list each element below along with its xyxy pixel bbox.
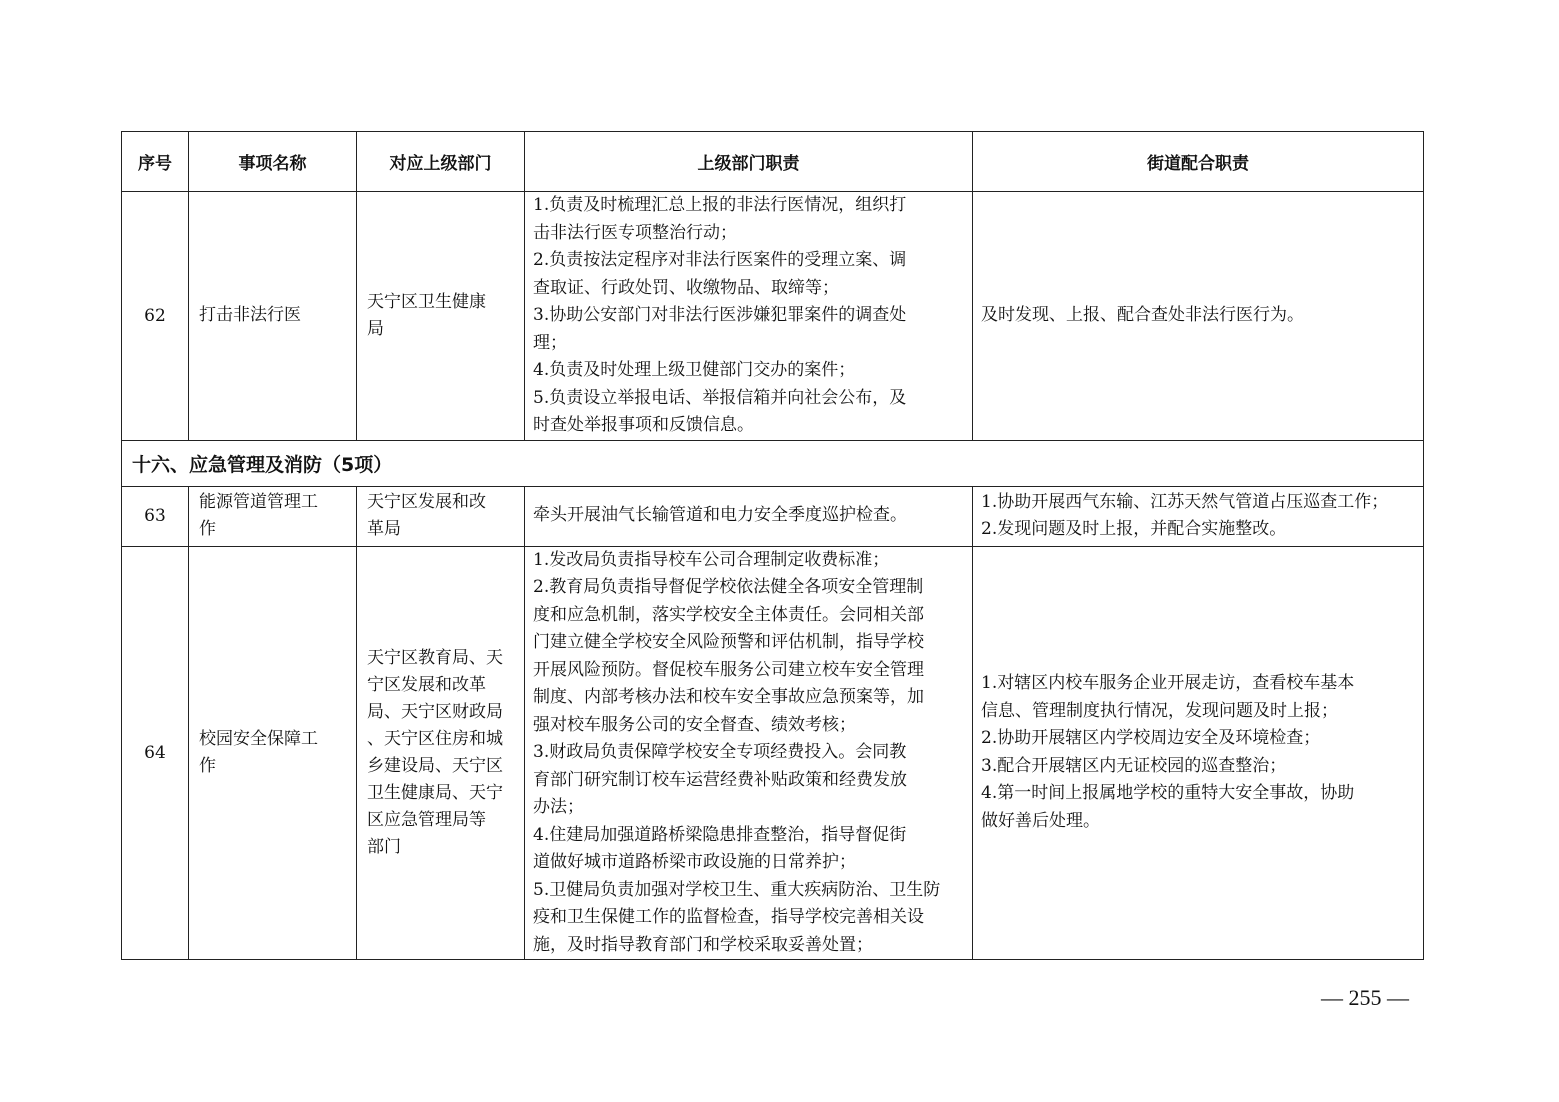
coop-line: 2.协助开展辖区内学校周边安全及环境检查； — [981, 728, 1321, 749]
item-name-cell — [189, 546, 357, 960]
dept-line: 卫生健康局、天宁 — [367, 782, 503, 803]
item-name-line: 作 — [199, 755, 216, 776]
coop-line: 4.第一时间上报属地学校的重特大安全事故，协助 — [981, 783, 1355, 804]
duty-line: 4.负责及时处理上级卫健部门交办的案件； — [533, 360, 856, 380]
street-coop-cell — [973, 546, 1424, 960]
duty-line: 查取证、行政处罚、收缴物品、取缔等； — [533, 277, 839, 298]
row-no: 63 — [122, 486, 189, 546]
item-name-line: 作 — [199, 519, 216, 539]
superior-dept-cell — [357, 192, 525, 441]
superior-duty-cell — [525, 546, 973, 960]
header-street-coop: 街道配合职责 — [973, 132, 1424, 192]
coop-line: 及时发现、上报、配合查处非法行医行为。 — [981, 305, 1304, 325]
dept-line: 局、天宁区财政局 — [367, 701, 503, 722]
coop-line: 1.协助开展西气东输、江苏天然气管道占压巡查工作； — [981, 491, 1389, 512]
table-row — [122, 546, 1424, 960]
coop-line: 做好善后处理。 — [981, 810, 1100, 831]
duty-line: 疫和卫生保健工作的监督检查，指导学校完善相关设 — [533, 907, 924, 927]
duty-line: 4.住建局加强道路桥梁隐患排查整治，指导督促街 — [533, 824, 907, 845]
duty-line: 5.卫健局负责加强对学校卫生、重大疾病防治、卫生防 — [533, 879, 941, 900]
superior-duty-cell — [525, 486, 973, 546]
coop-line: 3.配合开展辖区内无证校园的巡查整治； — [981, 755, 1287, 776]
table-row — [122, 192, 1424, 441]
superior-duty-cell — [525, 192, 973, 441]
table-header-row — [122, 132, 1424, 192]
dept-line: 天宁区发展和改 — [367, 492, 486, 512]
dept-line: 、天宁区住房和城 — [367, 728, 503, 749]
duty-line: 2.负责按法定程序对非法行医案件的受理立案、调 — [533, 250, 907, 270]
coop-line: 信息、管理制度执行情况，发现问题及时上报； — [981, 700, 1338, 721]
section-row — [122, 440, 1424, 486]
dept-line: 乡建设局、天宁区 — [367, 755, 503, 776]
duty-line: 门建立健全学校安全风险预警和评估机制，指导学校 — [533, 632, 924, 652]
section-title: 十六、应急管理及消防（5项） — [122, 440, 1424, 486]
street-coop-cell — [973, 192, 1424, 441]
page-number: — 255 — — [1321, 985, 1409, 1010]
duty-line: 办法； — [533, 797, 584, 817]
duty-line: 制度、内部考核办法和校车安全事故应急预案等，加 — [533, 687, 924, 707]
header-item-name: 事项名称 — [189, 132, 357, 192]
duty-line: 道做好城市道路桥梁市政设施的日常养护； — [533, 852, 856, 872]
row-no: 62 — [122, 192, 189, 441]
dept-line: 区应急管理局等 — [367, 809, 486, 830]
duty-line: 施，及时指导教育部门和学校采取妥善处置； — [533, 934, 873, 955]
header-superior-duty: 上级部门职责 — [525, 132, 973, 192]
duty-line: 击非法行医专项整治行动； — [533, 222, 737, 243]
dept-line: 部门 — [367, 836, 401, 857]
dept-line: 天宁区教育局、天 — [367, 647, 503, 668]
item-name-line: 校园安全保障工 — [199, 728, 318, 749]
item-name-cell — [189, 486, 357, 546]
duty-line: 理； — [533, 332, 567, 353]
item-name-line: 打击非法行医 — [199, 305, 301, 326]
dept-line: 宁区发展和改革 — [367, 674, 486, 695]
duty-line: 强对校车服务公司的安全督查、绩效考核； — [533, 714, 856, 735]
duty-line: 1.负责及时梳理汇总上报的非法行医情况，组织打 — [533, 195, 907, 215]
duty-line: 1.发改局负责指导校车公司合理制定收费标准； — [533, 549, 890, 570]
coop-line: 1.对辖区内校车服务企业开展走访，查看校车基本 — [981, 673, 1355, 694]
duties-table — [121, 131, 1424, 960]
duty-line: 牵头开展油气长输管道和电力安全季度巡护检查。 — [533, 505, 907, 526]
dept-line: 局 — [367, 318, 384, 339]
street-coop-cell — [973, 486, 1424, 546]
superior-dept-cell — [357, 546, 525, 960]
duty-line: 3.协助公安部门对非法行医涉嫌犯罪案件的调查处 — [533, 305, 907, 325]
duty-line: 5.负责设立举报电话、举报信箱并向社会公布，及 — [533, 387, 907, 408]
dept-line: 革局 — [367, 519, 401, 539]
row-no: 64 — [122, 546, 189, 960]
duty-line: 3.财政局负责保障学校安全专项经费投入。会同教 — [533, 742, 907, 762]
duty-line: 2.教育局负责指导督促学校依法健全各项安全管理制 — [533, 577, 924, 597]
dept-line: 天宁区卫生健康 — [367, 291, 486, 312]
duty-line: 开展风险预防。督促校车服务公司建立校车安全管理 — [533, 659, 924, 680]
superior-dept-cell — [357, 486, 525, 546]
item-name-line: 能源管道管理工 — [199, 492, 318, 512]
duty-line: 育部门研究制订校车运营经费补贴政策和经费发放 — [533, 769, 907, 790]
table-row — [122, 486, 1424, 546]
header-superior-dept: 对应上级部门 — [357, 132, 525, 192]
coop-line: 2.发现问题及时上报，并配合实施整改。 — [981, 519, 1287, 539]
duty-line: 时查处举报事项和反馈信息。 — [533, 415, 754, 435]
header-no: 序号 — [122, 132, 189, 192]
item-name-cell — [189, 192, 357, 441]
duty-line: 度和应急机制，落实学校安全主体责任。会同相关部 — [533, 604, 924, 625]
